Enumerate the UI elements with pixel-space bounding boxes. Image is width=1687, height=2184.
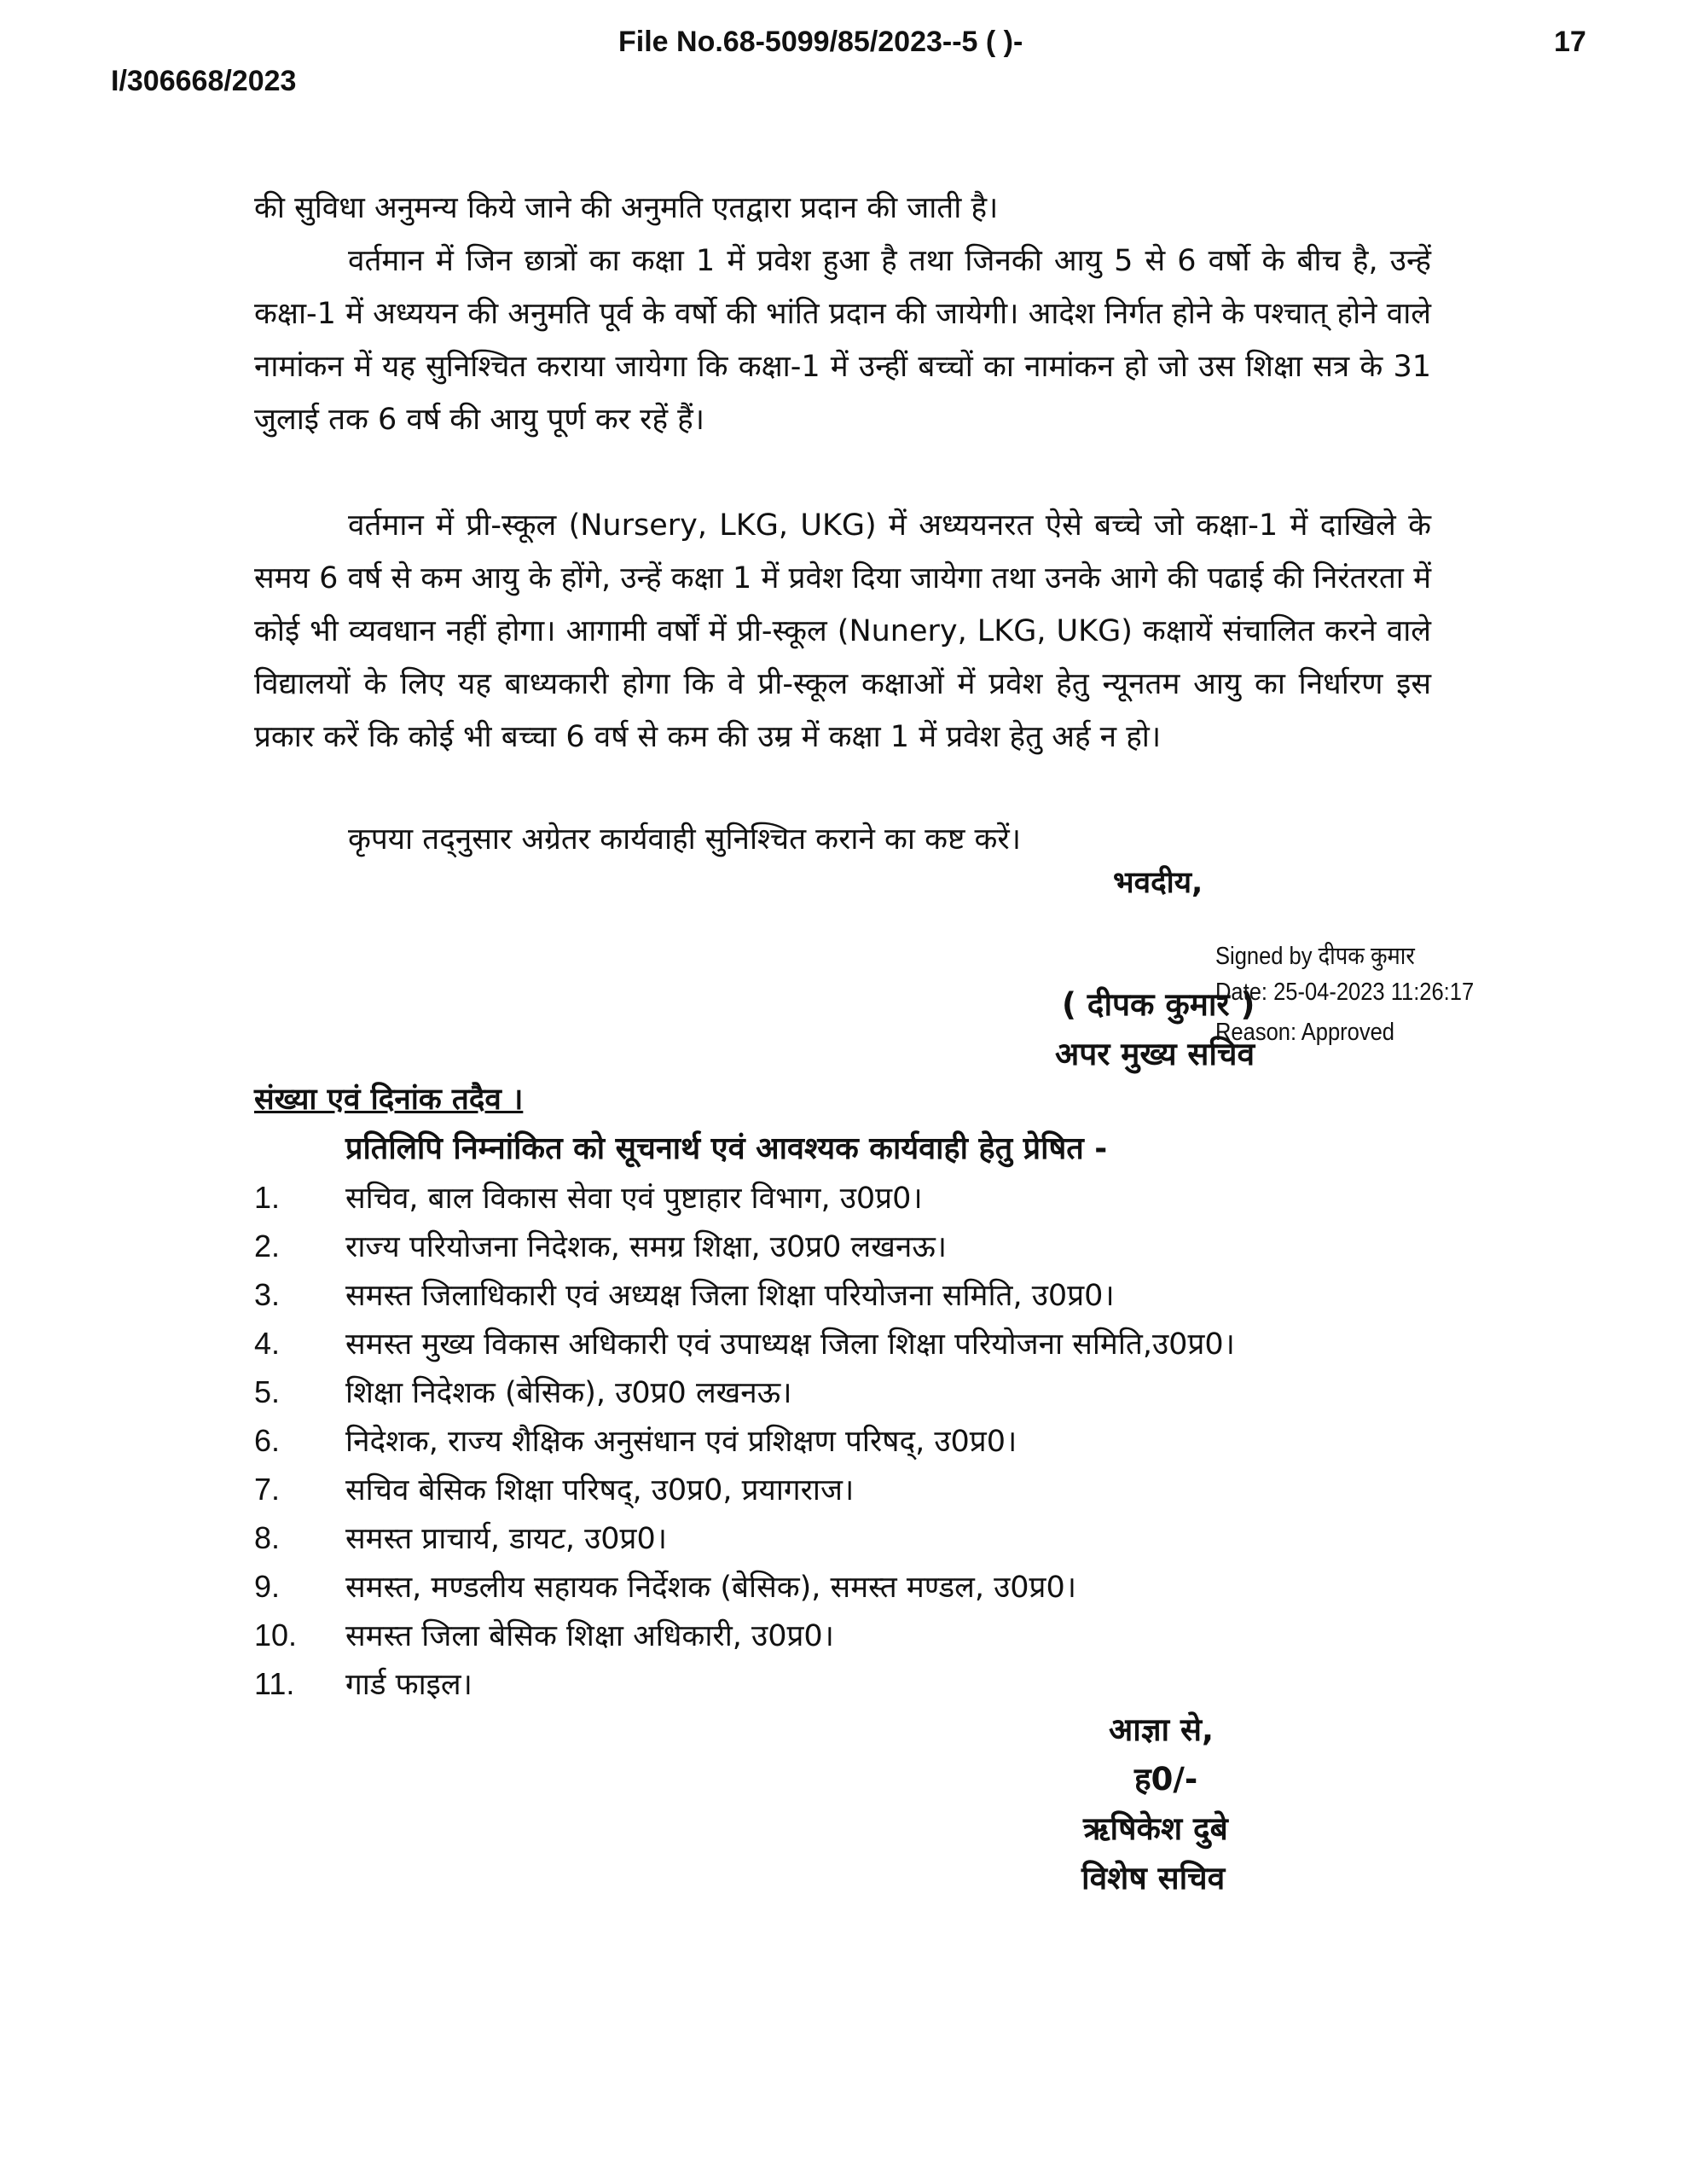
list-item	[254, 1416, 1235, 1465]
list-text: राज्य परियोजना निदेशक, समग्र शिक्षा, उ0प्र0 लखनऊ।	[345, 1230, 948, 1264]
list-text: समस्त मुख्य विकास अधिकारी एवं उपाध्यक्ष जिला शिक्षा परियोजना समिति,उ0प्र0।	[345, 1327, 1235, 1362]
list-number: 9.	[254, 1568, 281, 1604]
copy-to-heading: प्रतिलिपि निम्नांकित को सूचनार्थ एवं आवश्यक कार्यवाही हेतु प्रेषित -	[345, 1131, 1108, 1166]
list-text: समस्त जिला बेसिक शिक्षा अधिकारी, उ0प्र0।	[345, 1619, 834, 1653]
reference-number: I/306668/2023	[111, 65, 297, 97]
list-item	[254, 1562, 1235, 1611]
paragraph-continuation: की सुविधा अनुमन्य किये जाने की अनुमति एतद्वारा प्रदान की जाती है।	[254, 191, 999, 225]
list-text: गार्ड फाइल।	[345, 1668, 472, 1702]
list-text: समस्त जिलाधिकारी एवं अध्यक्ष जिला शिक्षा परियोजना समिति, उ0प्र0।	[345, 1279, 1115, 1313]
list-number: 8.	[254, 1519, 281, 1555]
list-text: सचिव बेसिक शिक्षा परिषद्, उ0प्र0, प्रयागराज।	[345, 1473, 855, 1507]
list-text: सचिव, बाल विकास सेवा एवं पुष्टाहार विभाग, उ0प्र0।	[345, 1182, 923, 1216]
list-item	[254, 1611, 1235, 1659]
list-item	[254, 1513, 1235, 1562]
digital-signature-date: Date: 25-04-2023 11:26:17	[1215, 979, 1475, 1006]
order-signatory-name: ऋषिकेश दुबे	[1083, 1810, 1228, 1847]
page-number: 17	[1554, 26, 1586, 58]
list-number: 1.	[254, 1179, 281, 1215]
list-number: 5.	[254, 1374, 281, 1409]
paragraph-action-request: कृपया तद्नुसार अग्रेतर कार्यवाही सुनिश्चित कराने का कष्ट करें।	[348, 822, 1021, 857]
order-signatory-designation: विशेष सचिव	[1081, 1860, 1226, 1896]
digital-signature-signed-by: Signed by दीपक कुमार	[1215, 943, 1415, 970]
order-by-line: आज्ञा से,	[1109, 1711, 1215, 1748]
closing-salutation: भवदीय,	[1113, 866, 1203, 900]
list-text: समस्त, मण्डलीय सहायक निर्देशक (बेसिक), समस्त मण्डल, उ0प्र0।	[345, 1571, 1076, 1605]
list-number: 6.	[254, 1422, 281, 1458]
signed-mark: ह0/-	[1134, 1761, 1198, 1798]
list-item	[254, 1173, 1235, 1222]
paragraph-age-eligibility: वर्तमान में जिन छात्रों का कक्षा 1 में प्रवेश हुआ है तथा जिनकी आयु 5 से 6 वर्षो के बीच है, उन्हें कक्षा-1 में अध्ययन की अनुमति पूर्व के वर्षो की भांति प्रदान की जायेगी। आदेश निर्गत होने के पश्चात् होने वाले नामांकन में यह सुनिश्चित कराया जायेगा कि कक्षा-1 में उन्हीं बच्चों का नामांकन हो जो उस शिक्षा सत्र के 31 जुलाई तक 6 वर्ष की आयु पूर्ण कर रहें हैं।	[254, 244, 1431, 437]
signer-designation: अपर मुख्य सचिव	[1055, 1036, 1255, 1072]
reference-line: संख्या एवं दिनांक तदैव ।	[254, 1083, 524, 1117]
list-item	[254, 1368, 1235, 1416]
list-item	[254, 1659, 1235, 1708]
signer-name: ( दीपक कुमार )	[1062, 986, 1255, 1023]
list-text: समस्त प्राचार्य, डायट, उ0प्र0।	[345, 1522, 667, 1556]
list-number: 10.	[254, 1617, 298, 1653]
file-number: File No.68-5099/85/2023--5 ( )-	[618, 26, 1023, 58]
list-number: 7.	[254, 1471, 281, 1507]
list-item	[254, 1222, 1235, 1270]
list-text: शिक्षा निदेशक (बेसिक), उ0प्र0 लखनऊ।	[345, 1376, 792, 1410]
list-number: 4.	[254, 1325, 281, 1361]
list-item	[254, 1319, 1235, 1368]
copy-recipient-list	[254, 1173, 1235, 1708]
list-number: 2.	[254, 1228, 281, 1263]
list-item	[254, 1270, 1235, 1319]
list-number: 11.	[254, 1665, 295, 1701]
paragraph-pre-school: वर्तमान में प्री-स्कूल (Nursery, LKG, UKG) में अध्ययनरत ऐसे बच्चे जो कक्षा-1 में दाखिले के समय 6 वर्ष से कम आयु के होंगे, उन्हें कक्षा 1 में प्रवेश दिया जायेगा तथा उनके आगे की पढाई की निरंतरता में कोई भी व्यवधान नहीं होगा। आगामी वर्षों में प्री-स्कूल (Nunery, LKG, UKG) कक्षायें संचालित करने वाले विद्यालयों के लिए यह बाध्यकारी होगा कि वे प्री-स्कूल कक्षाओं में प्रवेश हेतु न्यूनतम आयु का निर्धारण इस प्रकार करें कि कोई भी बच्चा 6 वर्ष से कम की उम्र में कक्षा 1 में प्रवेश हेतु अर्ह न हो।	[254, 508, 1431, 754]
list-item	[254, 1465, 1235, 1513]
digital-signature-reason: Reason: Approved	[1215, 1019, 1394, 1046]
list-text: निदेशक, राज्य शैक्षिक अनुसंधान एवं प्रशिक्षण परिषद्, उ0प्र0।	[345, 1425, 1017, 1459]
list-number: 3.	[254, 1276, 281, 1312]
